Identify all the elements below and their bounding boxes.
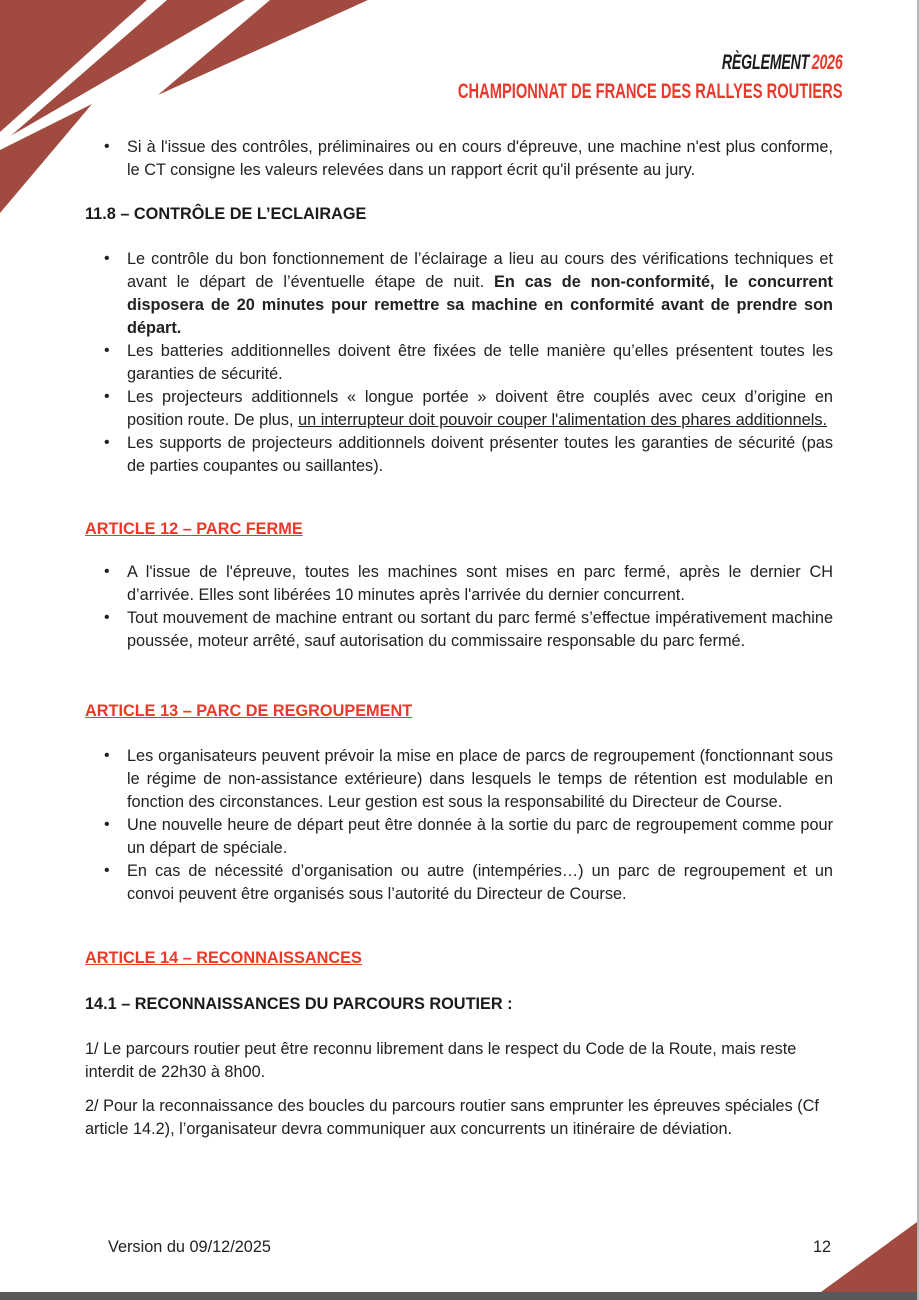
list-item [85, 745, 833, 814]
list-item [85, 561, 833, 607]
regroupement-bullet-list [85, 745, 833, 906]
bullet-text: En cas de nécessité d’organisation ou autre (intempéries…) un parc de regroupement et un convoi peuvent être organisés sous l’autorité du Directeur de Course. [127, 862, 833, 903]
header-swoosh-graphic [0, 0, 400, 220]
page-number: 12 [813, 1238, 832, 1256]
parc-ferme-bullet-list [85, 561, 833, 653]
bullet-text-underlined: un interrupteur doit pouvoir couper l'alimentation des phares additionnels. [298, 411, 828, 429]
list-item [85, 248, 833, 340]
list-item [85, 136, 833, 182]
section-heading-14-1: 14.1 – RECONNAISSANCES DU PARCOURS ROUTIER : [85, 995, 513, 1013]
bullet-text: Les batteries additionnelles doivent être fixées de telle manière qu’elles présentent toutes les garanties de sécurité. [127, 342, 833, 383]
list-item [85, 386, 833, 432]
bullet-text: Une nouvelle heure de départ peut être donnée à la sortie du parc de regroupement comme pour un départ de spéciale. [127, 816, 833, 857]
championship-subtitle: CHAMPIONNAT DE FRANCE DES RALLYES ROUTIERS [458, 80, 843, 103]
bullet-text-bold: En cas de non-conformité, le concurrent disposera de 20 minutes pour remettre sa machine en conformité avant de prendre son départ. [127, 273, 833, 337]
page-footer [0, 1236, 919, 1259]
footer-bar [0, 1292, 917, 1300]
footer-corner-triangle-graphic [817, 1222, 917, 1292]
article-12-heading: ARTICLE 12 – PARC FERME [85, 520, 303, 538]
title-word: RÈGLEMENT [722, 50, 810, 74]
bullet-text: Si à l'issue des contrôles, préliminaires ou en cours d'épreuve, une machine n'est plus conforme, le CT consigne les valeurs relevées dans un rapport écrit qu'il présente au jury. [127, 138, 833, 179]
lighting-bullet-list [85, 248, 833, 478]
bullet-text: Les supports de projecteurs additionnels doivent présenter toutes les garanties de sécurité (pas de parties coupantes ou saillantes). [127, 434, 833, 475]
article-13-heading: ARTICLE 13 – PARC DE REGROUPEMENT [85, 702, 413, 720]
intro-bullet-list [85, 136, 833, 182]
list-item [85, 340, 833, 386]
page-header [293, 50, 843, 104]
paragraph-reconnaissance-2: 2/ Pour la reconnaissance des boucles du parcours routier sans emprunter les épreuves spéciales (Cf article 14.2), l’organisateur devra communiquer aux concurrents un itinéraire de déviation. [85, 1097, 819, 1138]
regulation-title [480, 50, 843, 75]
bullet-text: Les organisateurs peuvent prévoir la mise en place de parcs de regroupement (fonctionnant sous le régime de non-assistance extérieure) dans lesquels le temps de rétention est modulable en fonction des circonstances. Leur gestion est sous la responsabilité du Directeur de Course. [127, 747, 833, 811]
version-label: Version du 09/12/2025 [108, 1238, 271, 1256]
list-item [85, 607, 833, 653]
paragraph-reconnaissance-1: 1/ Le parcours routier peut être reconnu librement dans le respect du Code de la Route, mais reste interdit de 22h30 à 8h00. [85, 1040, 797, 1081]
section-heading-11-8: 11.8 – CONTRÔLE DE L’ECLAIRAGE [85, 205, 367, 223]
bullet-text: Tout mouvement de machine entrant ou sortant du parc fermé s’effectue impérativement machine poussée, moteur arrêté, sauf autorisation du commissaire responsable du parc fermé. [127, 609, 833, 650]
list-item [85, 432, 833, 478]
bullet-text: Le contrôle du bon fonctionnement de l’éclairage a lieu au cours des vérifications techniques et avant le départ de l’éventuelle étape de nuit. [127, 250, 833, 291]
bullet-text: Les projecteurs additionnels « longue portée » doivent être couplés avec ceux d’origine en position route. De plus, [127, 388, 833, 429]
list-item [85, 814, 833, 860]
bullet-text: A l'issue de l'épreuve, toutes les machines sont mises en parc fermé, après le dernier CH d’arrivée. Elles sont libérées 10 minutes après l'arrivée du dernier concurrent. [127, 563, 833, 604]
list-item [85, 860, 833, 906]
title-year: 2026 [812, 50, 843, 74]
article-14-heading: ARTICLE 14 – RECONNAISSANCES [85, 949, 362, 967]
